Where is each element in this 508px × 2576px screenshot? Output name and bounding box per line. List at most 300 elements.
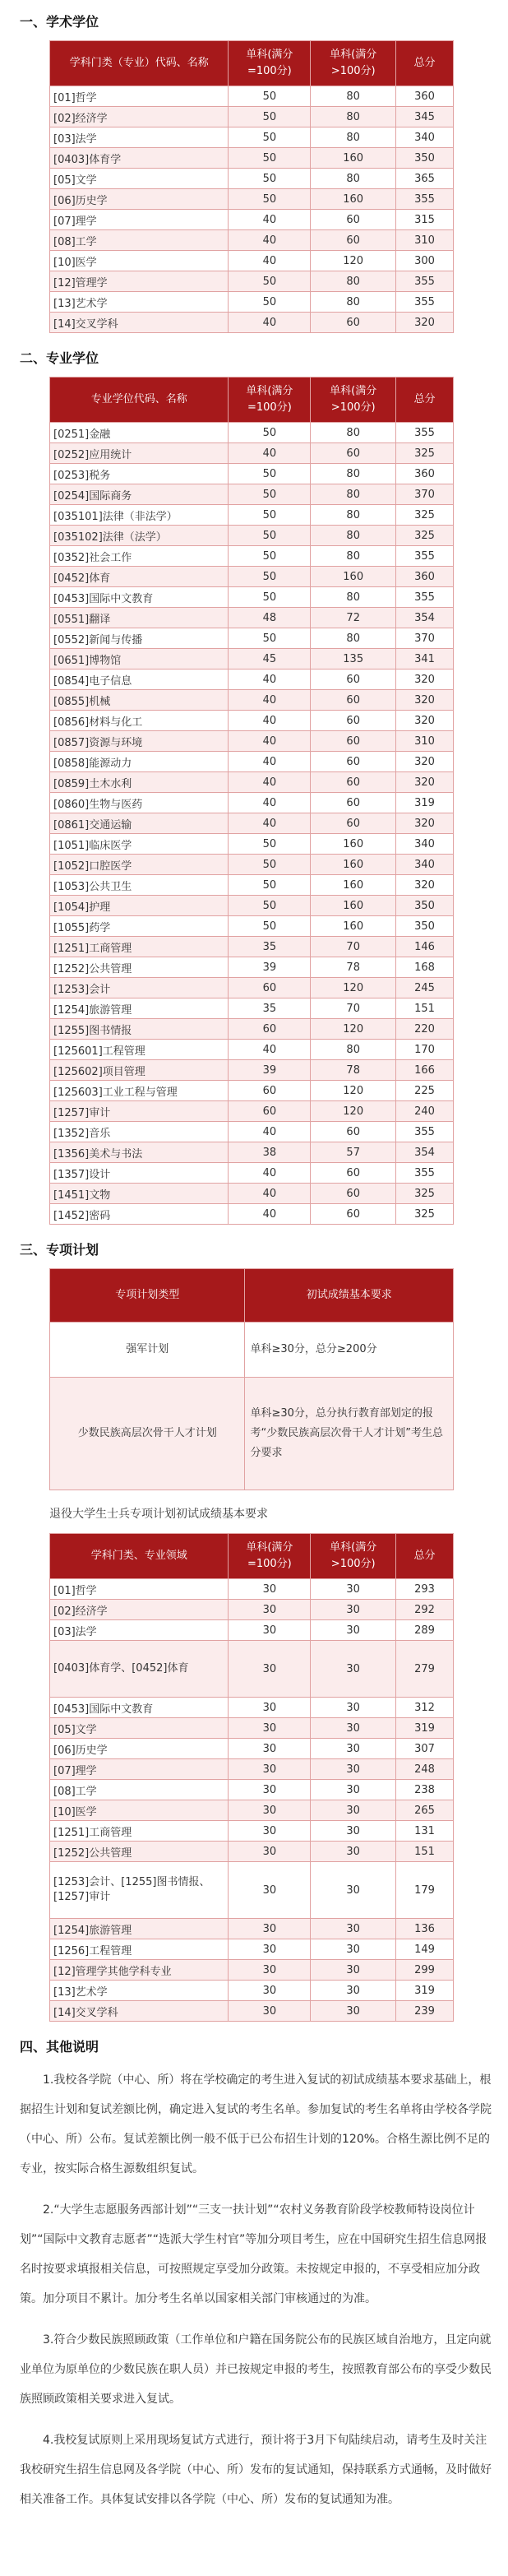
name-cell: [125602]项目管理 bbox=[50, 1060, 229, 1081]
section-title-academic: 一、学术学位 bbox=[20, 14, 99, 30]
single-100-cell: 50 bbox=[229, 546, 311, 567]
total-cell: 355 bbox=[396, 271, 454, 292]
single-over100-cell: 60 bbox=[311, 772, 396, 793]
single-100-cell: 40 bbox=[229, 1204, 311, 1225]
total-cell: 325 bbox=[396, 505, 454, 526]
single-100-cell: 30 bbox=[229, 1919, 311, 1939]
single-100-cell: 39 bbox=[229, 957, 311, 978]
single-over100-cell: 160 bbox=[311, 834, 396, 855]
retired-soldier-intro: 退役大学生士兵专项计划初试成绩基本要求 bbox=[49, 1508, 268, 1521]
table-header-row bbox=[50, 41, 454, 86]
single-over100-cell: 60 bbox=[311, 230, 396, 251]
name-cell: [1053]公共卫生 bbox=[50, 875, 229, 896]
name-cell: [03]法学 bbox=[50, 127, 229, 148]
table-row bbox=[50, 690, 454, 711]
single-100-cell: 50 bbox=[229, 107, 311, 127]
single-100-cell: 50 bbox=[229, 875, 311, 896]
table-row bbox=[50, 1641, 454, 1698]
table-row bbox=[50, 2001, 454, 2022]
name-cell: [0453]国际中文教育 bbox=[50, 587, 229, 608]
total-cell: 289 bbox=[396, 1620, 454, 1641]
notes-list bbox=[20, 2065, 493, 2514]
total-cell: 354 bbox=[396, 1142, 454, 1163]
name-cell: [10]医学 bbox=[50, 1800, 229, 1821]
single-over100-cell: 60 bbox=[311, 793, 396, 813]
plan-type-cell: 少数民族高层次骨干人才计划 bbox=[50, 1378, 245, 1490]
total-cell: 312 bbox=[396, 1698, 454, 1718]
single-over100-cell: 30 bbox=[311, 1981, 396, 2001]
header-single-100: 单科(满分=100分) bbox=[229, 378, 311, 423]
table-row bbox=[50, 772, 454, 793]
single-100-cell: 30 bbox=[229, 1960, 311, 1981]
total-cell: 166 bbox=[396, 1060, 454, 1081]
table-row bbox=[50, 957, 454, 978]
table-row bbox=[50, 546, 454, 567]
single-100-cell: 50 bbox=[229, 169, 311, 189]
single-over100-cell: 60 bbox=[311, 1163, 396, 1184]
name-cell: [1253]会计、[1255]图书情报、[1257]审计 bbox=[50, 1862, 229, 1919]
single-over100-cell: 120 bbox=[311, 1019, 396, 1040]
name-cell: [05]文学 bbox=[50, 169, 229, 189]
single-100-cell: 50 bbox=[229, 834, 311, 855]
name-cell: [1055]药学 bbox=[50, 916, 229, 937]
single-over100-cell: 80 bbox=[311, 423, 396, 443]
name-cell: [1054]护理 bbox=[50, 896, 229, 916]
name-cell: [0254]国际商务 bbox=[50, 484, 229, 505]
name-cell: [07]理学 bbox=[50, 1759, 229, 1780]
single-100-cell: 30 bbox=[229, 1780, 311, 1800]
single-100-cell: 40 bbox=[229, 230, 311, 251]
total-cell: 248 bbox=[396, 1759, 454, 1780]
table-row bbox=[50, 271, 454, 292]
total-cell: 310 bbox=[396, 230, 454, 251]
table-row bbox=[50, 169, 454, 189]
total-cell: 320 bbox=[396, 752, 454, 772]
single-over100-cell: 30 bbox=[311, 1739, 396, 1759]
total-cell: 292 bbox=[396, 1600, 454, 1620]
single-100-cell: 60 bbox=[229, 1081, 311, 1101]
table-row bbox=[50, 669, 454, 690]
name-cell: [1451]文物 bbox=[50, 1184, 229, 1204]
table-row bbox=[50, 1718, 454, 1739]
table-row bbox=[50, 1378, 454, 1490]
name-cell: [07]理学 bbox=[50, 210, 229, 230]
header-requirement: 初试成绩基本要求 bbox=[245, 1269, 454, 1323]
table-row bbox=[50, 1759, 454, 1780]
section-title-notes: 四、其他说明 bbox=[20, 2039, 99, 2055]
single-over100-cell: 60 bbox=[311, 752, 396, 772]
table-row bbox=[50, 148, 454, 169]
total-cell: 370 bbox=[396, 484, 454, 505]
table-row bbox=[50, 107, 454, 127]
section-title-professional: 二、专业学位 bbox=[20, 350, 99, 366]
single-over100-cell: 160 bbox=[311, 896, 396, 916]
single-over100-cell: 78 bbox=[311, 1060, 396, 1081]
name-cell: [1356]美术与书法 bbox=[50, 1142, 229, 1163]
single-over100-cell: 80 bbox=[311, 1040, 396, 1060]
total-cell: 299 bbox=[396, 1960, 454, 1981]
table-row bbox=[50, 1842, 454, 1862]
name-cell: [1254]旅游管理 bbox=[50, 998, 229, 1019]
header-single-over100: 单科(满分>100分) bbox=[311, 378, 396, 423]
single-over100-cell: 30 bbox=[311, 2001, 396, 2022]
name-cell: [0552]新闻与传播 bbox=[50, 628, 229, 649]
total-cell: 360 bbox=[396, 567, 454, 587]
total-cell: 320 bbox=[396, 313, 454, 333]
table-row bbox=[50, 711, 454, 731]
single-over100-cell: 30 bbox=[311, 1620, 396, 1641]
total-cell: 350 bbox=[396, 916, 454, 937]
single-100-cell: 50 bbox=[229, 896, 311, 916]
single-100-cell: 30 bbox=[229, 1739, 311, 1759]
single-over100-cell: 160 bbox=[311, 148, 396, 169]
single-over100-cell: 160 bbox=[311, 567, 396, 587]
single-over100-cell: 160 bbox=[311, 916, 396, 937]
name-cell: [0856]材料与化工 bbox=[50, 711, 229, 731]
single-100-cell: 40 bbox=[229, 251, 311, 271]
total-cell: 239 bbox=[396, 2001, 454, 2022]
table-row bbox=[50, 1122, 454, 1142]
single-over100-cell: 57 bbox=[311, 1142, 396, 1163]
name-cell: [0403]体育学、[0452]体育 bbox=[50, 1641, 229, 1698]
single-100-cell: 40 bbox=[229, 313, 311, 333]
header-total: 总分 bbox=[396, 378, 454, 423]
single-over100-cell: 120 bbox=[311, 978, 396, 998]
single-over100-cell: 160 bbox=[311, 875, 396, 896]
single-over100-cell: 160 bbox=[311, 855, 396, 875]
total-cell: 370 bbox=[396, 628, 454, 649]
table-row bbox=[50, 230, 454, 251]
total-cell: 355 bbox=[396, 189, 454, 210]
name-cell: [0855]机械 bbox=[50, 690, 229, 711]
name-cell: [0452]体育 bbox=[50, 567, 229, 587]
name-cell: [1257]审计 bbox=[50, 1101, 229, 1122]
single-100-cell: 45 bbox=[229, 649, 311, 669]
single-over100-cell: 120 bbox=[311, 1101, 396, 1122]
table-row bbox=[50, 1184, 454, 1204]
table-header-row bbox=[50, 1269, 454, 1323]
single-100-cell: 50 bbox=[229, 855, 311, 875]
table-row bbox=[50, 1081, 454, 1101]
table-row bbox=[50, 1739, 454, 1759]
total-cell: 340 bbox=[396, 127, 454, 148]
name-cell: [1256]工程管理 bbox=[50, 1939, 229, 1960]
requirement-cell: 单科≥30分，总分≥200分 bbox=[245, 1323, 454, 1378]
total-cell: 170 bbox=[396, 1040, 454, 1060]
table-row bbox=[50, 1040, 454, 1060]
single-over100-cell: 60 bbox=[311, 813, 396, 834]
total-cell: 315 bbox=[396, 210, 454, 230]
table-row bbox=[50, 752, 454, 772]
table-row bbox=[50, 86, 454, 107]
total-cell: 355 bbox=[396, 423, 454, 443]
table-row bbox=[50, 649, 454, 669]
total-cell: 279 bbox=[396, 1641, 454, 1698]
name-cell: [0857]资源与环境 bbox=[50, 731, 229, 752]
requirement-cell: 单科≥30分，总分执行教育部划定的报考“少数民族高层次骨干人才计划”考生总分要求 bbox=[245, 1378, 454, 1490]
single-over100-cell: 60 bbox=[311, 711, 396, 731]
single-100-cell: 50 bbox=[229, 916, 311, 937]
name-cell: [10]医学 bbox=[50, 251, 229, 271]
total-cell: 355 bbox=[396, 1163, 454, 1184]
single-100-cell: 50 bbox=[229, 148, 311, 169]
single-100-cell: 50 bbox=[229, 567, 311, 587]
table-row bbox=[50, 1060, 454, 1081]
single-100-cell: 40 bbox=[229, 1122, 311, 1142]
single-100-cell: 50 bbox=[229, 505, 311, 526]
header-single-100: 单科(满分=100分) bbox=[229, 41, 311, 86]
single-100-cell: 40 bbox=[229, 1163, 311, 1184]
name-cell: [1254]旅游管理 bbox=[50, 1919, 229, 1939]
single-100-cell: 40 bbox=[229, 711, 311, 731]
single-over100-cell: 60 bbox=[311, 669, 396, 690]
single-100-cell: 48 bbox=[229, 608, 311, 628]
total-cell: 168 bbox=[396, 957, 454, 978]
total-cell: 350 bbox=[396, 896, 454, 916]
single-over100-cell: 30 bbox=[311, 1600, 396, 1620]
name-cell: [125603]工业工程与管理 bbox=[50, 1081, 229, 1101]
header-plan-type: 专项计划类型 bbox=[50, 1269, 245, 1323]
table-row bbox=[50, 1800, 454, 1821]
single-over100-cell: 30 bbox=[311, 1862, 396, 1919]
table-row bbox=[50, 526, 454, 546]
name-cell: [14]交叉学科 bbox=[50, 313, 229, 333]
single-over100-cell: 70 bbox=[311, 937, 396, 957]
single-over100-cell: 30 bbox=[311, 1698, 396, 1718]
total-cell: 240 bbox=[396, 1101, 454, 1122]
single-over100-cell: 30 bbox=[311, 1579, 396, 1600]
single-100-cell: 60 bbox=[229, 1101, 311, 1122]
table-row bbox=[50, 896, 454, 916]
table-row bbox=[50, 292, 454, 313]
table-row bbox=[50, 1600, 454, 1620]
total-cell: 355 bbox=[396, 587, 454, 608]
header-single-over100: 单科(满分>100分) bbox=[311, 1534, 396, 1579]
name-cell: [0253]税务 bbox=[50, 464, 229, 484]
table-row bbox=[50, 916, 454, 937]
total-cell: 320 bbox=[396, 813, 454, 834]
total-cell: 365 bbox=[396, 169, 454, 189]
table-header-row bbox=[50, 378, 454, 423]
total-cell: 325 bbox=[396, 1204, 454, 1225]
table-row bbox=[50, 423, 454, 443]
page bbox=[0, 12, 508, 2559]
single-100-cell: 35 bbox=[229, 998, 311, 1019]
table-row bbox=[50, 443, 454, 464]
table-row bbox=[50, 251, 454, 271]
section-title-special: 三、专项计划 bbox=[20, 1242, 99, 1258]
total-cell: 360 bbox=[396, 464, 454, 484]
single-100-cell: 50 bbox=[229, 587, 311, 608]
special-plan-table bbox=[49, 1268, 454, 1490]
single-over100-cell: 80 bbox=[311, 505, 396, 526]
total-cell: 320 bbox=[396, 690, 454, 711]
single-over100-cell: 60 bbox=[311, 1204, 396, 1225]
name-cell: [1352]音乐 bbox=[50, 1122, 229, 1142]
table-row bbox=[50, 793, 454, 813]
table-row bbox=[50, 505, 454, 526]
total-cell: 320 bbox=[396, 875, 454, 896]
single-100-cell: 40 bbox=[229, 669, 311, 690]
single-100-cell: 30 bbox=[229, 1620, 311, 1641]
table-row bbox=[50, 567, 454, 587]
name-cell: [035101]法律（非法学） bbox=[50, 505, 229, 526]
name-cell: [1252]公共管理 bbox=[50, 957, 229, 978]
total-cell: 355 bbox=[396, 546, 454, 567]
name-cell: [05]文学 bbox=[50, 1718, 229, 1739]
single-over100-cell: 80 bbox=[311, 587, 396, 608]
name-cell: [035102]法律（法学） bbox=[50, 526, 229, 546]
total-cell: 300 bbox=[396, 251, 454, 271]
table-row bbox=[50, 1780, 454, 1800]
name-cell: [12]管理学其他学科专业 bbox=[50, 1960, 229, 1981]
table-row bbox=[50, 1919, 454, 1939]
table-row bbox=[50, 484, 454, 505]
single-over100-cell: 80 bbox=[311, 271, 396, 292]
table-row bbox=[50, 1323, 454, 1378]
table-row bbox=[50, 937, 454, 957]
name-cell: [1452]密码 bbox=[50, 1204, 229, 1225]
name-cell: [1253]会计 bbox=[50, 978, 229, 998]
single-100-cell: 40 bbox=[229, 443, 311, 464]
table-row bbox=[50, 855, 454, 875]
header-degree: 专业学位代码、名称 bbox=[50, 378, 229, 423]
name-cell: [01]哲学 bbox=[50, 1579, 229, 1600]
name-cell: [08]工学 bbox=[50, 230, 229, 251]
name-cell: [0352]社会工作 bbox=[50, 546, 229, 567]
single-100-cell: 30 bbox=[229, 1842, 311, 1862]
single-100-cell: 38 bbox=[229, 1142, 311, 1163]
total-cell: 319 bbox=[396, 793, 454, 813]
table-row bbox=[50, 189, 454, 210]
name-cell: [1252]公共管理 bbox=[50, 1842, 229, 1862]
single-100-cell: 40 bbox=[229, 752, 311, 772]
single-over100-cell: 30 bbox=[311, 1821, 396, 1842]
single-over100-cell: 30 bbox=[311, 1718, 396, 1739]
total-cell: 345 bbox=[396, 107, 454, 127]
single-over100-cell: 80 bbox=[311, 484, 396, 505]
single-100-cell: 30 bbox=[229, 1698, 311, 1718]
single-over100-cell: 120 bbox=[311, 251, 396, 271]
name-cell: [13]艺术学 bbox=[50, 292, 229, 313]
total-cell: 355 bbox=[396, 1122, 454, 1142]
table-row bbox=[50, 978, 454, 998]
table-row bbox=[50, 1163, 454, 1184]
table-row bbox=[50, 1620, 454, 1641]
single-over100-cell: 70 bbox=[311, 998, 396, 1019]
name-cell: [03]法学 bbox=[50, 1620, 229, 1641]
single-100-cell: 35 bbox=[229, 937, 311, 957]
single-over100-cell: 135 bbox=[311, 649, 396, 669]
single-100-cell: 30 bbox=[229, 1939, 311, 1960]
total-cell: 307 bbox=[396, 1739, 454, 1759]
single-100-cell: 50 bbox=[229, 86, 311, 107]
note-paragraph: 1.我校各学院（中心、所）将在学校确定的考生进入复试的初试成绩基本要求基础上，根据招生计划和复试差额比例，确定进入复试的考生名单。参加复试的考生名单将由学校各学院（中心、所）公布。复试差额比例一般不低于已公布招生计划的120%。合格生源比例不足的专业，按实际合格生源数组织复试。 bbox=[20, 2073, 492, 2175]
total-cell: 293 bbox=[396, 1579, 454, 1600]
single-100-cell: 40 bbox=[229, 210, 311, 230]
single-over100-cell: 30 bbox=[311, 1939, 396, 1960]
single-over100-cell: 60 bbox=[311, 443, 396, 464]
single-over100-cell: 120 bbox=[311, 1081, 396, 1101]
table-row bbox=[50, 731, 454, 752]
name-cell: [0651]博物馆 bbox=[50, 649, 229, 669]
table-row bbox=[50, 1939, 454, 1960]
name-cell: [0860]生物与医药 bbox=[50, 793, 229, 813]
single-100-cell: 40 bbox=[229, 772, 311, 793]
note-paragraph: 2.“大学生志愿服务西部计划”“三支一扶计划”“农村义务教育阶段学校教师特设岗位计划”“国际中文教育志愿者”“选派大学生村官”等加分项目考生，应在中国研究生招生信息网报名时按要求填报相关信息，可按照规定享受加分政策。未按规定申报的，不享受相应加分政策。加分项目不累计。加分考生名单以国家相关部门审核通过的为准。 bbox=[20, 2203, 487, 2305]
name-cell: [125601]工程管理 bbox=[50, 1040, 229, 1060]
total-cell: 310 bbox=[396, 731, 454, 752]
single-100-cell: 50 bbox=[229, 628, 311, 649]
single-over100-cell: 30 bbox=[311, 1842, 396, 1862]
table-row bbox=[50, 1019, 454, 1040]
retired-soldier-table bbox=[49, 1533, 454, 2022]
single-100-cell: 50 bbox=[229, 189, 311, 210]
single-over100-cell: 30 bbox=[311, 1759, 396, 1780]
single-over100-cell: 80 bbox=[311, 169, 396, 189]
single-over100-cell: 30 bbox=[311, 1641, 396, 1698]
single-100-cell: 30 bbox=[229, 1579, 311, 1600]
single-100-cell: 50 bbox=[229, 292, 311, 313]
single-over100-cell: 160 bbox=[311, 189, 396, 210]
single-over100-cell: 60 bbox=[311, 731, 396, 752]
single-over100-cell: 30 bbox=[311, 1800, 396, 1821]
name-cell: [0453]国际中文教育 bbox=[50, 1698, 229, 1718]
single-100-cell: 30 bbox=[229, 1821, 311, 1842]
table-row bbox=[50, 464, 454, 484]
total-cell: 350 bbox=[396, 148, 454, 169]
total-cell: 360 bbox=[396, 86, 454, 107]
total-cell: 320 bbox=[396, 669, 454, 690]
table-row bbox=[50, 1204, 454, 1225]
single-100-cell: 39 bbox=[229, 1060, 311, 1081]
professional-table-body bbox=[50, 423, 454, 1225]
table-row bbox=[50, 1960, 454, 1981]
retired-table-body bbox=[50, 1579, 454, 2022]
header-total: 总分 bbox=[396, 41, 454, 86]
single-over100-cell: 80 bbox=[311, 86, 396, 107]
single-100-cell: 50 bbox=[229, 423, 311, 443]
total-cell: 238 bbox=[396, 1780, 454, 1800]
name-cell: [06]历史学 bbox=[50, 1739, 229, 1759]
name-cell: [01]哲学 bbox=[50, 86, 229, 107]
total-cell: 151 bbox=[396, 998, 454, 1019]
name-cell: [0861]交通运输 bbox=[50, 813, 229, 834]
table-row bbox=[50, 210, 454, 230]
name-cell: [1251]工商管理 bbox=[50, 1821, 229, 1842]
total-cell: 265 bbox=[396, 1800, 454, 1821]
table-row bbox=[50, 628, 454, 649]
total-cell: 320 bbox=[396, 772, 454, 793]
total-cell: 131 bbox=[396, 1821, 454, 1842]
total-cell: 179 bbox=[396, 1862, 454, 1919]
total-cell: 354 bbox=[396, 608, 454, 628]
single-100-cell: 40 bbox=[229, 690, 311, 711]
single-over100-cell: 60 bbox=[311, 210, 396, 230]
total-cell: 225 bbox=[396, 1081, 454, 1101]
name-cell: [12]管理学 bbox=[50, 271, 229, 292]
table-row bbox=[50, 1862, 454, 1919]
name-cell: [1255]图书情报 bbox=[50, 1019, 229, 1040]
single-100-cell: 30 bbox=[229, 2001, 311, 2022]
single-100-cell: 50 bbox=[229, 484, 311, 505]
academic-table bbox=[49, 40, 454, 333]
table-row bbox=[50, 1698, 454, 1718]
total-cell: 325 bbox=[396, 526, 454, 546]
total-cell: 340 bbox=[396, 834, 454, 855]
total-cell: 319 bbox=[396, 1718, 454, 1739]
single-over100-cell: 80 bbox=[311, 107, 396, 127]
